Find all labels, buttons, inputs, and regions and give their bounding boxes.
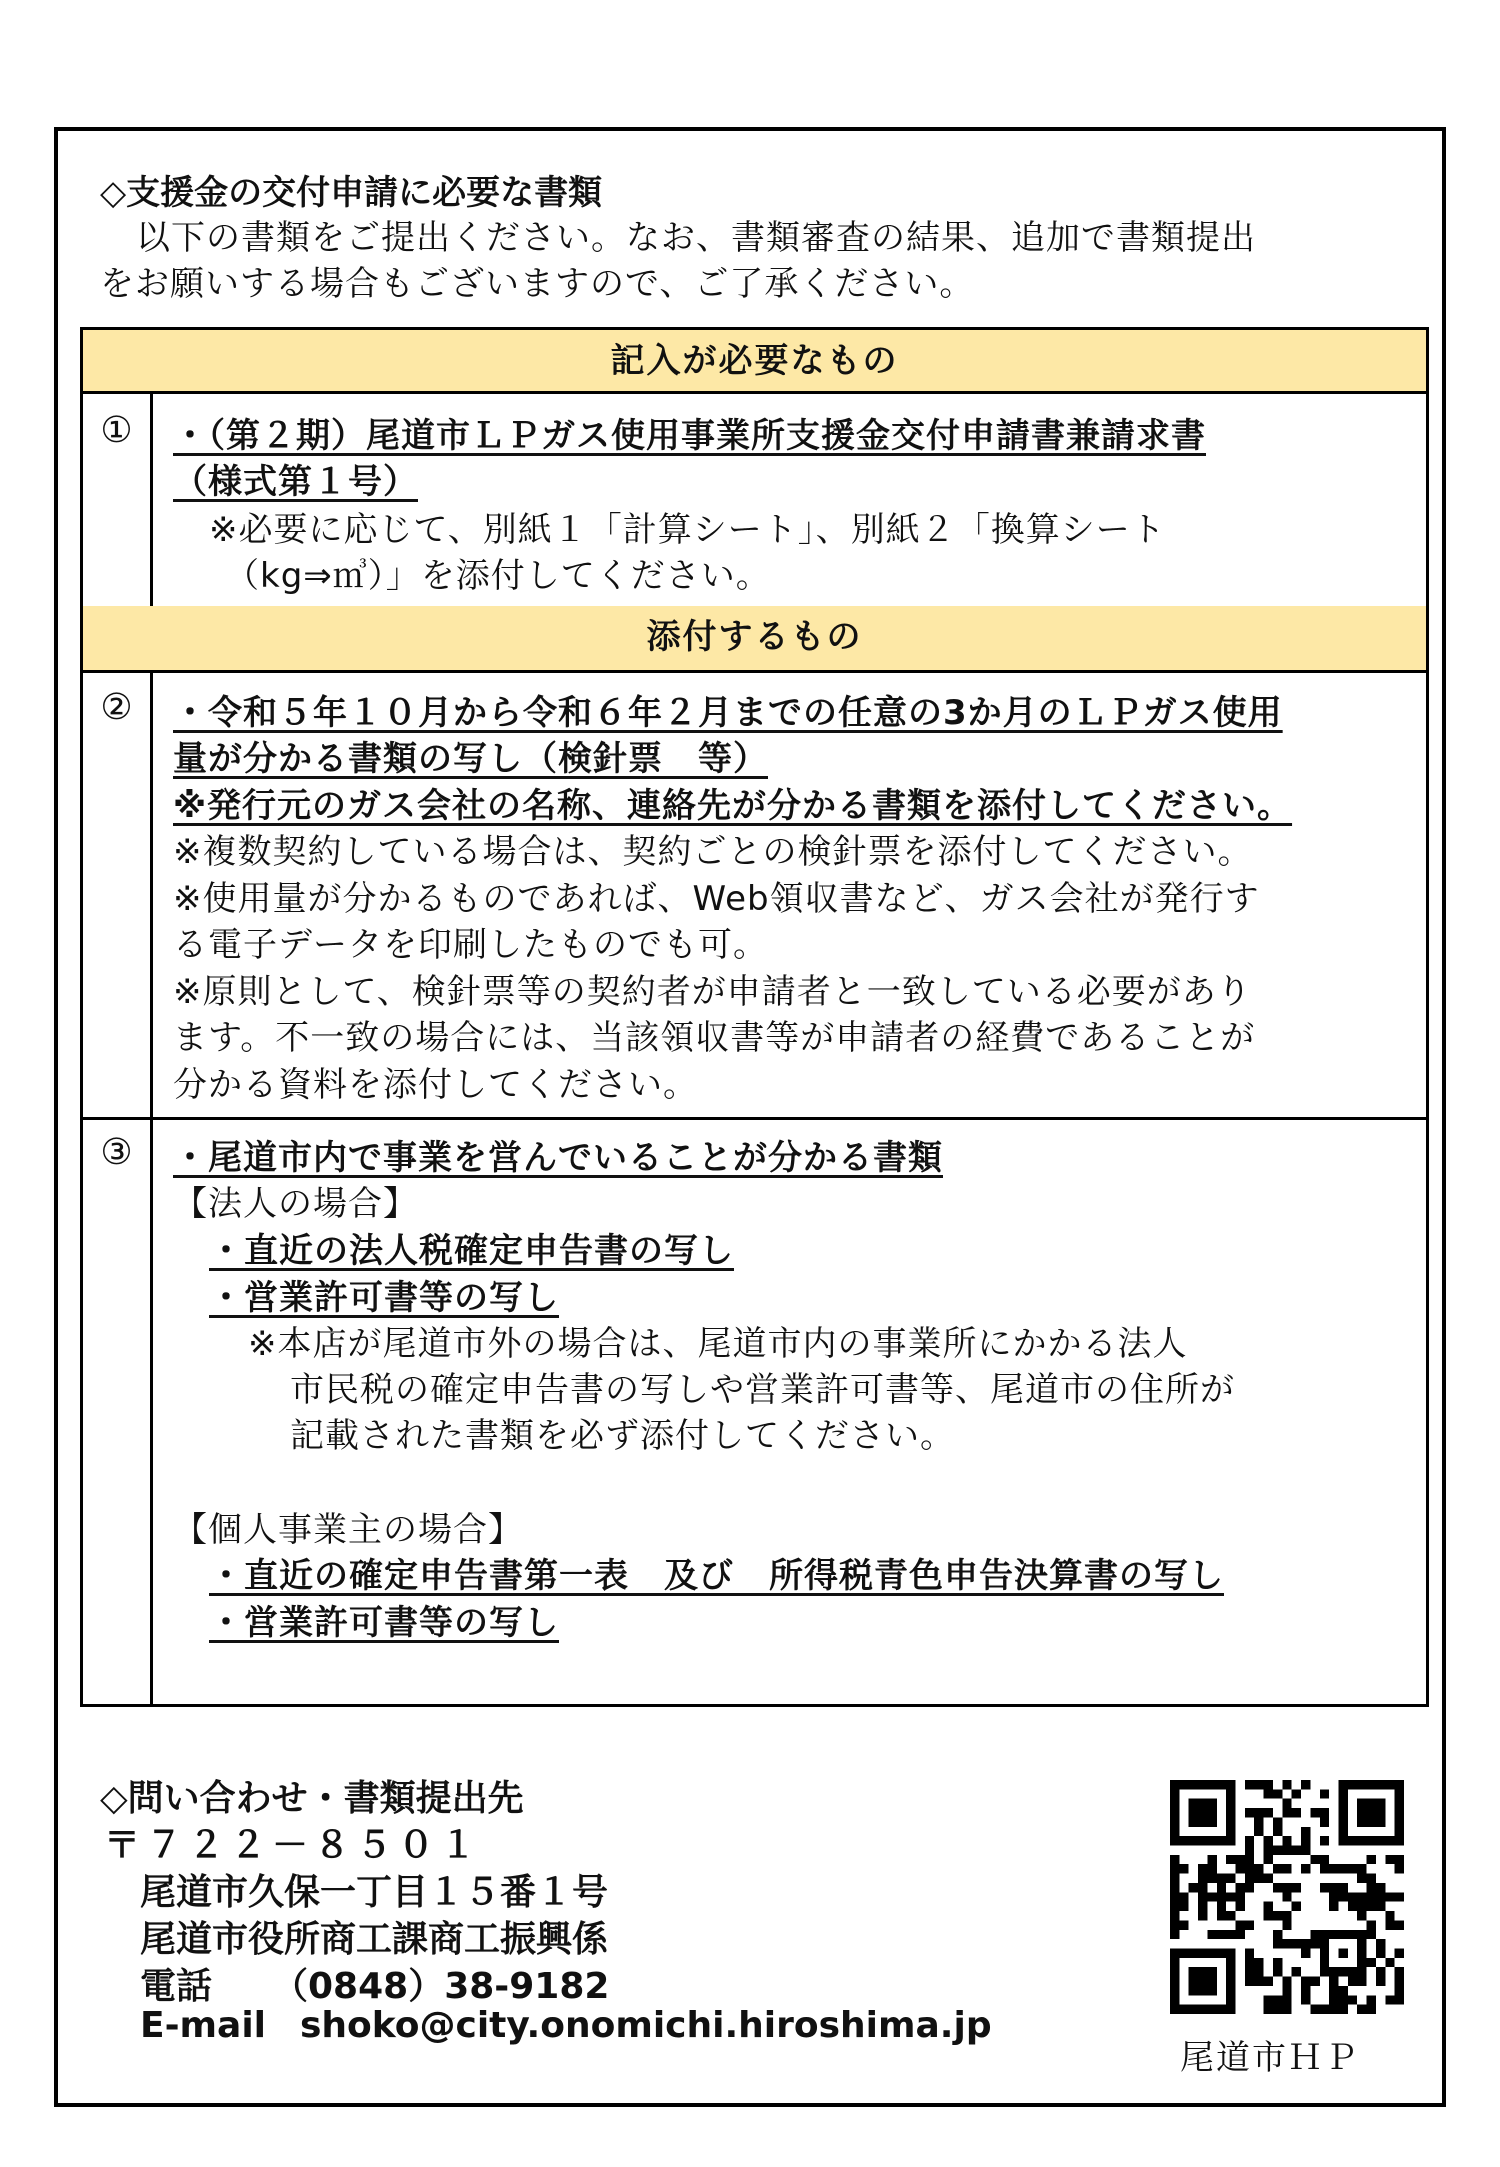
item-2-line-9: 分かる資料を添付してください。: [173, 1065, 698, 1105]
corp-note-3: 記載された書類を必ず添付してください。: [290, 1416, 955, 1456]
item-2-line-4: ※複数契約している場合は、契約ごとの検針票を添付してください。: [173, 832, 1253, 872]
section-header-required: 記入が必要なもの: [83, 330, 1426, 394]
corp-doc-1: ・直近の法人税確定申告書の写し: [209, 1231, 734, 1271]
item-2-line-3: ※発行元のガス会社の名称、連絡先が分かる書類を添付してください。: [173, 786, 1293, 826]
email-label: E-mail: [140, 2005, 267, 2046]
indiv-doc-1: ・直近の確定申告書第一表 及び 所得税青色申告決算書の写し: [209, 1556, 1224, 1596]
postal-code: 〒７２２－８５０１: [104, 1825, 483, 1866]
phone-number: （0848）38-9182: [272, 1966, 610, 2007]
item-number-1: ①: [100, 410, 133, 451]
item-2-line-8: ます。不一致の場合には、当該領収書等が申請者の経費であることが: [173, 1018, 1256, 1058]
indiv-label: 【個人事業主の場合】: [173, 1510, 523, 1550]
item-3-line-1: ・尾道市内で事業を営んでいることが分かる書類: [173, 1138, 943, 1178]
item-number-2: ②: [100, 687, 133, 728]
intro-line-1: 以下の書類をご提出ください。なお、書類審査の結果、追加で書類提出: [136, 218, 1256, 258]
form-1-note-1: ※必要に応じて、別紙１「計算シート」、別紙２「換算シート: [209, 510, 1166, 550]
item-2-line-6: る電子データを印刷したものでも可。: [173, 925, 768, 965]
item-2-line-7: ※原則として、検針票等の契約者が申請者と一致している必要があり: [173, 972, 1252, 1012]
corp-note-1: ※本店が尾道市外の場合は、尾道市内の事業所にかかる法人: [248, 1324, 1188, 1364]
item-number-3: ③: [100, 1132, 133, 1173]
qr-code[interactable]: [1170, 1780, 1404, 2014]
section-header-attach: 添付するもの: [83, 606, 1426, 673]
item-2-line-5: ※使用量が分かるものであれば、Web領収書など、ガス会社が発行す: [173, 879, 1260, 919]
address: 尾道市久保一丁目１５番１号: [140, 1872, 609, 1913]
phone-label: 電話: [140, 1966, 213, 2007]
column-divider: [150, 394, 153, 606]
divider: [83, 1117, 1426, 1120]
email-address[interactable]: shoko@city.onomichi.hiroshima.jp: [300, 2005, 992, 2046]
item-2-line-2: 量が分かる書類の写し（検針票 等）: [173, 739, 768, 779]
form-1-note-2: （kg⇒㎥）」を添付してください。: [225, 556, 771, 596]
column-divider: [150, 673, 153, 1704]
office-name: 尾道市役所商工課商工振興係: [140, 1919, 609, 1960]
qr-label: 尾道市ＨＰ: [1180, 2038, 1360, 2078]
intro-title: ◇支援金の交付申請に必要な書類: [100, 173, 603, 213]
corp-doc-2: ・営業許可書等の写し: [209, 1278, 559, 1318]
corp-label: 【法人の場合】: [173, 1184, 418, 1224]
documents-table: [80, 327, 1429, 1707]
item-2-line-1: ・令和５年１０月から令和６年２月までの任意の3か月のＬＰガス使用: [173, 693, 1283, 733]
contact-title: ◇問い合わせ・書類提出先: [100, 1778, 524, 1819]
corp-note-2: 市民税の確定申告書の写しや営業許可書等、尾道市の住所が: [290, 1370, 1235, 1410]
indiv-doc-2: ・営業許可書等の写し: [209, 1603, 559, 1643]
form-1-subtitle: （様式第１号）: [173, 462, 418, 502]
intro-line-2: をお願いする場合もございますので、ご了承ください。: [100, 264, 975, 304]
form-1-title: ・（第２期）尾道市ＬＰガス使用事業所支援金交付申請書兼請求書: [173, 416, 1206, 456]
